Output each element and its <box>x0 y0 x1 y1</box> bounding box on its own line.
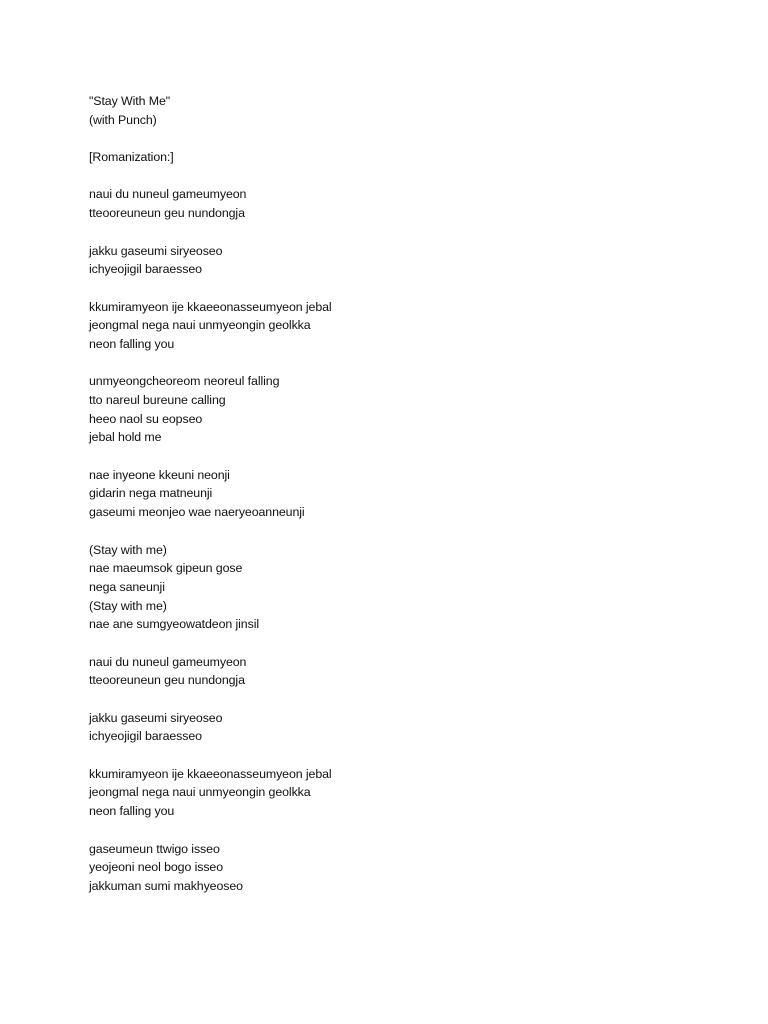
lyrics-stanza <box>89 541 709 634</box>
section-label: [Romanization:] <box>89 150 174 165</box>
lyric-line: jebal hold me <box>89 430 162 445</box>
lyric-line: naui du nuneul gameumyeon <box>89 654 247 669</box>
lyrics-stanza <box>89 653 709 690</box>
lyric-line: nae ane sumgyeowatdeon jinsil <box>89 617 259 632</box>
lyrics-stanza <box>89 709 709 746</box>
lyric-line: gidarin nega matneunji <box>89 486 213 501</box>
lyric-line: unmyeongcheoreom neoreul falling <box>89 374 280 389</box>
lyrics-stanza <box>89 242 709 279</box>
lyric-line: gaseumi meonjeo wae naeryeoanneunji <box>89 505 305 520</box>
lyrics-stanza <box>89 765 709 821</box>
lyric-line: neon falling you <box>89 336 175 351</box>
lyrics-stanza <box>89 298 709 354</box>
song-title: "Stay With Me" <box>89 94 171 108</box>
lyrics-stanza <box>89 466 709 522</box>
lyric-line: nae inyeone kkeuni neonji <box>89 467 230 482</box>
lyric-line: nae maeumsok gipeun gose <box>89 561 243 576</box>
lyric-line: tteooreuneun geu nundongja <box>89 673 245 688</box>
lyrics-body <box>89 92 709 914</box>
lyric-line: neon falling you <box>89 804 175 819</box>
lyric-line: jakkuman sumi makhyeoseo <box>89 878 243 893</box>
lyric-line: heeo naol su eopseo <box>89 411 203 426</box>
lyric-line: nega saneunji <box>89 579 165 594</box>
section-label-block <box>89 148 709 167</box>
lyric-line: naui du nuneul gameumyeon <box>89 187 247 202</box>
lyric-line: (Stay with me) <box>89 542 167 557</box>
lyric-line: jeongmal nega naui unmyeongin geolkka <box>89 318 311 333</box>
lyric-line: gaseumeun ttwigo isseo <box>89 841 220 856</box>
song-subtitle: (with Punch) <box>89 112 157 127</box>
lyric-line: jeongmal nega naui unmyeongin geolkka <box>89 785 311 800</box>
lyric-line: ichyeojigil baraesseo <box>89 262 202 277</box>
lyric-line: ichyeojigil baraesseo <box>89 729 202 744</box>
lyrics-stanza <box>89 185 709 222</box>
song-header <box>89 92 709 129</box>
lyric-line: tto nareul bureune calling <box>89 393 226 407</box>
lyric-line: yeojeoni neol bogo isseo <box>89 860 224 875</box>
lyric-line: kkumiramyeon ije kkaeeonasseumyeon jebal <box>89 766 332 781</box>
lyric-line: jakku gaseumi siryeoseo <box>89 710 223 725</box>
lyrics-stanzas <box>89 185 709 895</box>
lyric-line: kkumiramyeon ije kkaeeonasseumyeon jebal <box>89 299 332 314</box>
lyric-line: (Stay with me) <box>89 598 167 613</box>
lyrics-stanza <box>89 372 709 447</box>
lyrics-stanza <box>89 840 709 896</box>
lyric-line: jakku gaseumi siryeoseo <box>89 243 223 258</box>
lyric-line: tteooreuneun geu nundongja <box>89 206 245 221</box>
